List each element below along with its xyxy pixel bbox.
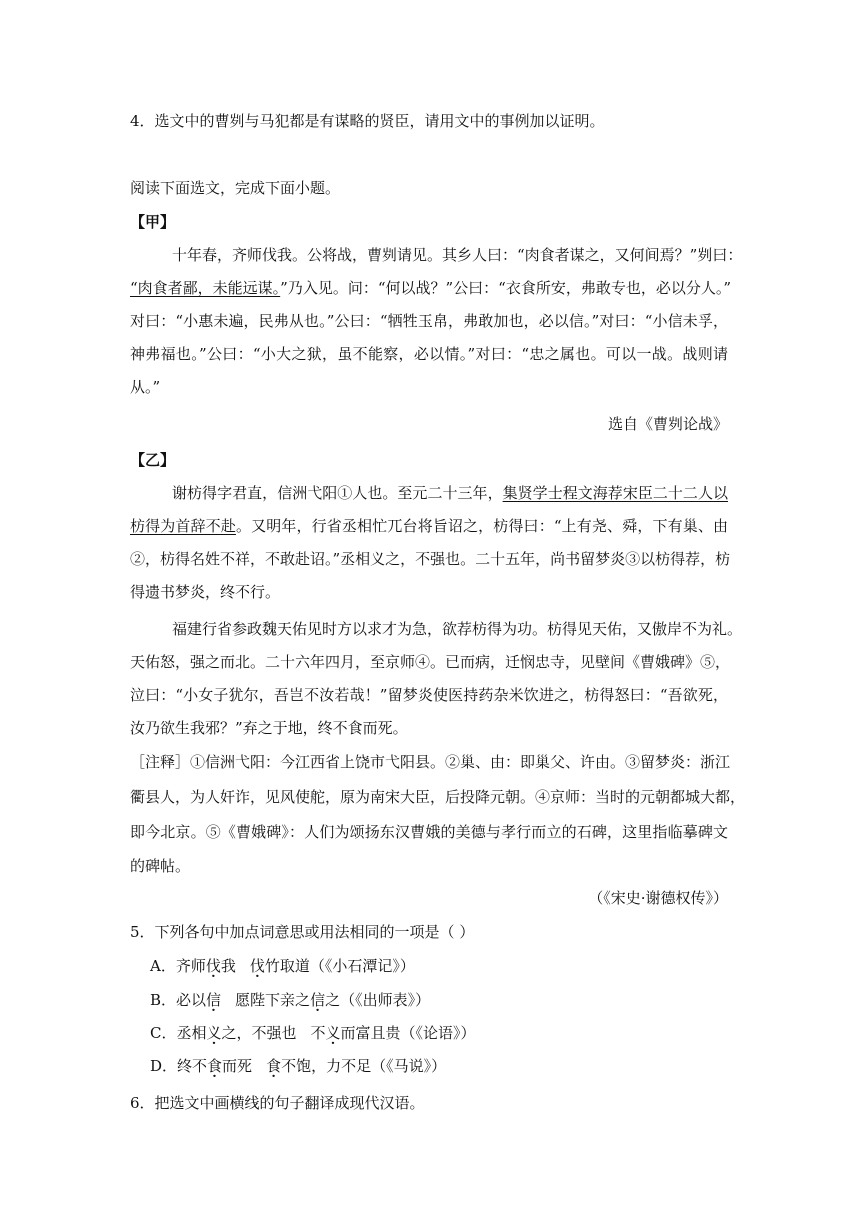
- dotted-word: 义: [325, 1024, 341, 1042]
- jia-line-1: 十年春，齐师伐我。公将战，曹刿请见。其乡人曰：“肉食者谋之，又何间焉？”刿曰：: [172, 246, 743, 264]
- dotted-word: 义: [206, 1024, 222, 1042]
- underlined-sentence-yi-a: 集贤学士程文海荐宋臣二十二人以: [502, 484, 728, 502]
- jia-line-5: 从。”: [130, 378, 161, 396]
- section-jia-heading: 【甲】: [130, 213, 176, 231]
- yi-p1-line-3: ②，枋得名姓不祥，不敢赴诏。”丞相义之，不强也。二十五年，尚书留梦炎③以枋得荐，枋: [130, 550, 731, 568]
- yi-p1-line-4: 得遗书梦炎，终不行。: [130, 583, 281, 601]
- jia-line-2: “肉食者鄙，未能远谋。”乃入见。问：“何以战？”公曰：“衣食所安，弗敢专也，必以分人。”: [130, 279, 732, 297]
- dotted-word: 信: [310, 991, 326, 1009]
- dotted-word: 伐: [205, 957, 221, 975]
- option-a[interactable]: A．齐师伐我 伐竹取道（《小石潭记》）: [150, 957, 415, 975]
- section-yi-heading: 【乙】: [130, 451, 176, 469]
- jia-line-4: 神弗福也。”公曰：“小大之狱，虽不能察，必以情。”对曰：“忠之属也。可以一战。战则请: [130, 345, 728, 363]
- dotted-word: 伐: [249, 957, 265, 975]
- option-d[interactable]: D．终不食而死 食不饱，力不足（《马说》）: [150, 1057, 447, 1075]
- jia-line-3: 对曰：“小惠未遍，民弗从也。”公曰：“牺牲玉帛，弗敢加也，必以信。”对曰：“小信未孚，: [130, 312, 728, 330]
- option-b[interactable]: B．必以信 愿陛下亲之信之（《出师表》）: [150, 991, 431, 1009]
- reading-instruction: 阅读下面选文，完成下面小题。: [130, 179, 341, 197]
- yi-source: （《宋史·谢德权传》）: [588, 889, 728, 907]
- question-6: 6．把选文中画横线的句子翻译成现代汉语。: [130, 1094, 425, 1112]
- dotted-word: 食: [207, 1057, 223, 1075]
- dotted-word: 食: [266, 1057, 282, 1075]
- yi-p1-line-1: 谢枋得字君直，信洲弋阳①人也。至元二十三年，集贤学士程文海荐宋臣二十二人以: [172, 484, 728, 502]
- yi-p2-line-4: 汝乃欲生我邪？”弃之于地，终不食而死。: [130, 719, 408, 737]
- notes-line-2: 衢县人，为人奸诈，见风使舵，原为南宋大臣，后投降元朝。④京师：当时的元朝都城大都，: [130, 788, 746, 806]
- notes-line-1: ［注释］①信洲弋阳：今江西省上饶市弋阳县。②巢、由：即巢父、许由。③留梦炎：浙江: [130, 753, 731, 771]
- jia-source: 选自《曹刿论战》: [607, 415, 728, 433]
- question-4: 4．选文中的曹刿与马犯都是有谋略的贤臣，请用文中的事例加以证明。: [130, 112, 605, 130]
- option-c[interactable]: C．丞相义之，不强也 不义而富且贵（《论语》）: [150, 1024, 476, 1042]
- yi-p2-line-1: 福建行省参政魏天佑见时方以求才为急，欲荐枋得为功。枋得见天佑，又傲岸不为礼。: [172, 620, 743, 638]
- question-5-stem: 5．下列各句中加点词意思或用法相同的一项是（ ）: [130, 923, 475, 941]
- yi-p1-line-2: 枋得为首辞不赴。又明年，行省丞相忙兀台将旨诏之，枋得曰：“上有尧、舜，下有巢、由: [130, 517, 728, 535]
- notes-line-4: 的碑帖。: [130, 857, 191, 875]
- underlined-sentence-yi-b: 枋得为首辞不赴: [130, 517, 236, 535]
- dotted-word: 信: [206, 991, 222, 1009]
- underlined-sentence-jia: “肉食者鄙，未能远谋。: [130, 279, 281, 297]
- yi-p2-line-3: 泣曰：“小女子犹尔，吾岂不汝若哉！”留梦炎使医持药杂米饮进之，枋得怒曰：“吾欲死，: [130, 686, 728, 704]
- notes-line-3: 即今北京。⑤《曹娥碑》：人们为颂扬东汉曹娥的美德与孝行而立的石碑，这里指临摹碑文: [130, 823, 728, 841]
- yi-p2-line-2: 天佑怒，强之而北。二十六年四月，至京师④。已而病，迁悯忠寺，见壁间《曹娥碑》⑤，: [130, 653, 731, 671]
